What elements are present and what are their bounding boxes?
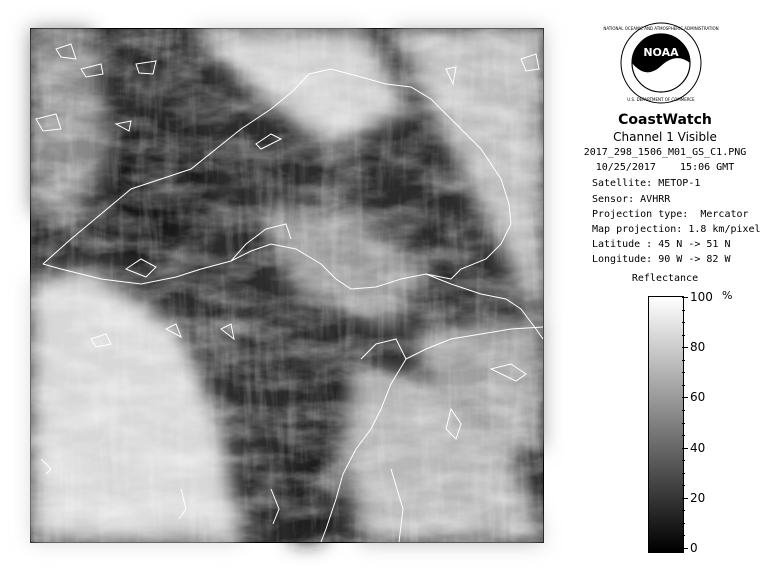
- colorbar-tick-label: 80: [690, 340, 706, 355]
- longitude-label: Longitude: 90 W -> 82 W: [592, 254, 731, 265]
- sensor-label: Sensor: AVHRR: [592, 194, 671, 205]
- map-projection-label: Map projection: 1.8 km/pixel: [592, 224, 761, 235]
- colorbar-tick: [682, 297, 688, 298]
- legend-title: Reflectance: [631, 273, 699, 284]
- logo-text: NOAA: [643, 46, 679, 59]
- colorbar-tick: [682, 397, 688, 398]
- colorbar-minor-tick: [682, 310, 685, 311]
- legend-unit: %: [722, 289, 733, 302]
- datetime-label: 10/25/2017 15:06 GMT: [595, 162, 735, 173]
- colorbar-minor-tick: [682, 485, 685, 486]
- colorbar-tick-label: 100: [690, 290, 713, 304]
- logo-ring-top-text: NATIONAL OCEANIC AND ATMOSPHERIC ADMINISTRATION: [603, 26, 719, 31]
- filename-label: 2017_298_1506_M01_GS_C1.PNG: [583, 147, 747, 158]
- satellite-image: [31, 29, 543, 542]
- colorbar-tick: [682, 548, 688, 549]
- colorbar-minor-tick: [682, 385, 685, 386]
- colorbar-minor-tick: [682, 510, 685, 511]
- latitude-label: Latitude : 45 N -> 51 N: [592, 239, 731, 250]
- colorbar-minor-tick: [682, 372, 685, 373]
- colorbar-minor-tick: [682, 335, 685, 336]
- colorbar-tick: [682, 498, 688, 499]
- colorbar-minor-tick: [682, 360, 685, 361]
- colorbar-minor-tick: [682, 535, 685, 536]
- colorbar-tick: [682, 347, 688, 348]
- colorbar-tick-label: 0: [690, 541, 698, 555]
- colorbar-minor-tick: [682, 435, 685, 436]
- colorbar-minor-tick: [682, 473, 685, 474]
- colorbar-minor-tick: [682, 410, 685, 411]
- noaa-logo: [603, 22, 719, 104]
- satellite-map: [30, 28, 544, 543]
- app-title: CoastWatch: [618, 112, 712, 128]
- channel-label: Channel 1 Visible: [613, 130, 717, 144]
- colorbar-minor-tick: [682, 460, 685, 461]
- colorbar-tick-label: 60: [690, 390, 706, 405]
- projection-type-label: Projection type: Mercator: [592, 209, 749, 220]
- logo-ring-bottom-text: U.S. DEPARTMENT OF COMMERCE: [627, 97, 695, 102]
- colorbar-tick-label: 20: [690, 490, 706, 505]
- colorbar-minor-tick: [682, 322, 685, 323]
- satellite-label: Satellite: METOP-1: [592, 178, 701, 189]
- colorbar-tick: [682, 448, 688, 449]
- colorbar-minor-tick: [682, 523, 685, 524]
- colorbar-minor-tick: [682, 423, 685, 424]
- reflectance-colorbar: [648, 296, 684, 553]
- colorbar-tick-label: 40: [690, 440, 706, 455]
